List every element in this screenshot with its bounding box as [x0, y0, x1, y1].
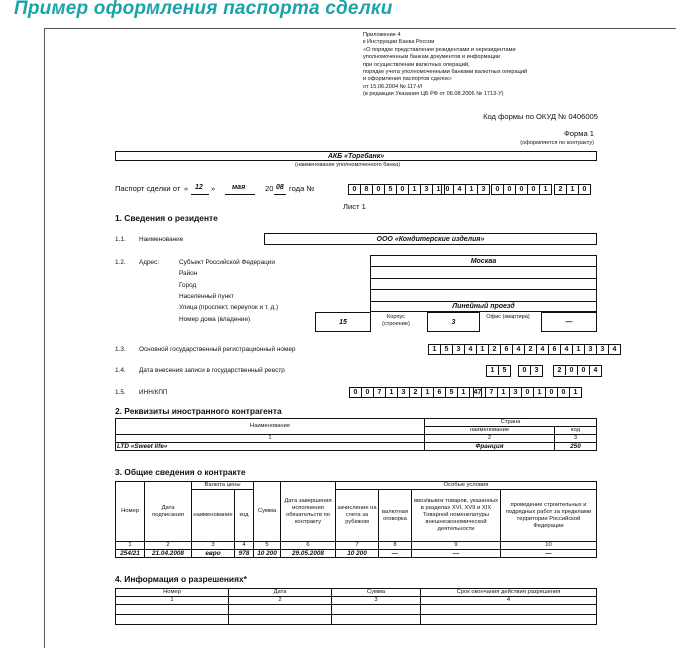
h-permit-number: Номер	[116, 589, 229, 597]
col-number: 1	[116, 597, 229, 605]
digit-cell: 7	[486, 388, 498, 397]
digit-cell: 1	[458, 388, 470, 397]
passport-day: 12	[195, 184, 203, 191]
digit-cell: 3	[534, 367, 539, 374]
digit-cell: 0	[566, 366, 578, 375]
office-label: Офис (квартира)	[486, 314, 530, 320]
col-number: 2	[229, 597, 332, 605]
permits-table	[115, 588, 597, 625]
col-number: 2	[145, 542, 192, 550]
h-sign-date: Дата подписания	[145, 482, 192, 542]
resident-name-value: ООО «Кондитерские изделия»	[264, 233, 597, 245]
contract-currency-code: 978	[235, 550, 254, 558]
contract-sign-date: 21.04.2008	[145, 550, 192, 558]
registry-date-label: Дата внесения записи в государственный реестр	[139, 367, 285, 374]
digit-cell: 0	[350, 388, 362, 397]
h-sp3: ввоз/вывоз товаров, указанных в разделах XVI, XVII и XIX Товарной номенклатуры внешнеэкономической деятельности	[412, 490, 501, 542]
digit-cell: 1	[487, 366, 499, 375]
registry-date-month	[518, 365, 543, 377]
appendix-line: к Инструкции Банка России	[363, 39, 435, 46]
digit-cell: 0	[558, 388, 570, 397]
bank-name: АКБ «Торгбанк»	[115, 151, 597, 161]
counterparty-country: Франция	[425, 443, 555, 451]
passport-digits-c	[491, 184, 552, 195]
appendix-line: при осуществлении валютных операций,	[363, 61, 470, 68]
digit-cell: 0	[362, 388, 374, 397]
digit-cell: 8	[361, 185, 373, 194]
address-locality-value	[371, 290, 596, 301]
ogrn-cells	[428, 344, 621, 355]
contract-sp4: —	[501, 550, 597, 558]
digit-cell: 6	[434, 388, 446, 397]
passport-quote-close: »	[211, 184, 216, 193]
permit-cell	[229, 605, 332, 615]
address-row-subject: Субъект Российской Федерации	[179, 259, 275, 266]
inn-cells	[349, 387, 482, 398]
digit-cell: 0	[516, 185, 528, 194]
digit-cell: 1	[498, 388, 510, 397]
permit-cell	[421, 605, 597, 615]
col-number: 4	[235, 542, 254, 550]
contract-sum: 10 200	[254, 550, 281, 558]
h-permit-sum: Сумма	[332, 589, 421, 597]
item-1-3-number: 1.3.	[115, 346, 126, 353]
digit-cell: 0	[528, 185, 540, 194]
section-2-title: 2. Реквизиты иностранного контрагента	[115, 406, 282, 416]
digit-cell: 4	[513, 345, 525, 354]
digit-cell: 5	[385, 185, 397, 194]
col-country-name-header: наименование	[425, 427, 555, 435]
digit-cell: 0	[373, 185, 385, 194]
col-number: 1	[116, 542, 145, 550]
counterparty-country-code: 250	[554, 443, 596, 451]
appendix-line: Приложение 4	[363, 32, 401, 38]
digit-cell: 4	[593, 367, 598, 374]
section-3-title: 3. Общие сведения о контракте	[115, 467, 246, 477]
permit-cell	[332, 615, 421, 625]
col-number: 3	[332, 597, 421, 605]
address-row-locality: Населенный пункт	[179, 293, 234, 300]
digit-cell: 4	[473, 389, 478, 396]
col-number: 1	[116, 435, 425, 443]
registry-date-year	[553, 365, 602, 377]
h-currency: Валюта цены	[192, 482, 254, 490]
digit-cell: 1	[429, 345, 441, 354]
permit-cell	[229, 615, 332, 625]
item-1-2-number: 1.2.	[115, 259, 126, 266]
h-sp1: зачисление на счета за рубежом	[336, 490, 379, 542]
h-cur-name: наименование	[192, 490, 235, 542]
digit-cell: 0	[519, 366, 531, 375]
digit-cell: 3	[453, 345, 465, 354]
digit-cell: 4	[537, 345, 549, 354]
digit-cell: 4	[454, 185, 466, 194]
appendix-line: (в редакции Указания ЦБ РФ от 06.08.2006 № 1713-У)	[363, 91, 504, 98]
address-fields-box	[370, 255, 597, 312]
digit-cell: 0	[397, 185, 409, 194]
address-label: Адрес:	[139, 259, 160, 266]
appendix-line: уполномоченным банкам документов и информации	[363, 54, 501, 61]
digit-cell: 3	[398, 388, 410, 397]
digit-cell: 6	[501, 345, 513, 354]
col-number: 9	[412, 542, 501, 550]
digit-cell: 5	[441, 345, 453, 354]
digit-cell: 4	[465, 345, 477, 354]
passport-label: Паспорт сделки от	[115, 184, 181, 193]
digit-cell: 2	[410, 388, 422, 397]
address-district-value	[371, 267, 596, 278]
digit-cell: 1	[534, 388, 546, 397]
address-subject-value: Москва	[371, 256, 596, 267]
house-value: 15	[315, 312, 371, 332]
digit-cell: 0	[582, 186, 587, 193]
digit-cell: 1	[466, 185, 478, 194]
col-number: 8	[379, 542, 412, 550]
h-end-date: Дата завершения исполнения обязательств по контракту	[281, 482, 336, 542]
digit-cell: 3	[585, 345, 597, 354]
appendix-line: «О порядке представления резидентами и нерезидентами	[363, 46, 516, 53]
digit-cell: 0	[492, 185, 504, 194]
h-number: Номер	[116, 482, 145, 542]
korpus-label: Корпус (строение)	[382, 314, 410, 328]
h-sp2: валютная оговорка	[379, 490, 412, 542]
digit-cell: 4	[561, 345, 573, 354]
digit-cell: 1	[386, 388, 398, 397]
digit-cell: 1	[436, 186, 441, 193]
digit-cell: 0	[578, 366, 590, 375]
permit-cell	[116, 605, 229, 615]
col-number: 6	[281, 542, 336, 550]
digit-cell: 2	[555, 185, 567, 194]
digit-cell: 3	[510, 388, 522, 397]
digit-cell: 0	[504, 185, 516, 194]
col-country-header: Страна	[425, 419, 597, 427]
appendix-line: от 15.06.2004 № 117-И	[363, 83, 423, 90]
digit-cell: 1	[573, 389, 578, 396]
col-number: 2	[425, 435, 555, 443]
address-row-district: Район	[179, 270, 198, 277]
digit-cell: 0	[546, 388, 558, 397]
h-permit-date: Дата	[229, 589, 332, 597]
inn-kpp-label: ИНН/КПП	[139, 389, 168, 396]
passport-year-prefix: 20	[265, 184, 274, 193]
passport-digits-b	[441, 184, 490, 195]
col-country-code-header: код	[554, 427, 596, 435]
address-row-city: Город	[179, 282, 197, 289]
digit-cell: 2	[525, 345, 537, 354]
passport-form	[44, 28, 676, 648]
contract-sp1: 10 200	[336, 550, 379, 558]
col-number: 3	[554, 435, 596, 443]
digit-cell: 7	[374, 388, 386, 397]
section-4-title: 4. Информация о разрешениях*	[115, 574, 247, 584]
address-row-house: Номер дома (владение)	[179, 316, 251, 323]
digit-cell: 1	[409, 185, 421, 194]
appendix-note	[363, 32, 527, 99]
address-street-value: Линейный проезд	[452, 302, 515, 310]
digit-cell: 3	[421, 185, 433, 194]
ogrn-label: Основной государственный регистрационный номер	[139, 346, 296, 353]
form-number: Форма 1	[564, 129, 594, 138]
contract-end-date: 29.05.2008	[281, 550, 336, 558]
registry-date-day	[486, 365, 511, 377]
digit-cell: 5	[502, 367, 507, 374]
contract-table	[115, 481, 597, 558]
kpp-cells	[473, 387, 582, 398]
bank-caption: (наименование уполномоченного банка)	[295, 162, 401, 168]
digit-cell: 0	[442, 185, 454, 194]
digit-cell: 4	[612, 346, 617, 353]
permit-cell	[116, 615, 229, 625]
col-number: 3	[192, 542, 235, 550]
digit-cell: 6	[549, 345, 561, 354]
h-special: Особые условия	[336, 482, 597, 490]
item-1-1-number: 1.1.	[115, 236, 126, 243]
address-row-street: Улица (проспект, переулок и т. д.)	[179, 304, 279, 311]
digit-cell: 3	[597, 345, 609, 354]
item-1-5-number: 1.5.	[115, 389, 126, 396]
digit-cell: 1	[573, 345, 585, 354]
digit-cell: 0	[349, 185, 361, 194]
digit-cell: 2	[554, 366, 566, 375]
digit-cell: 3	[481, 186, 486, 193]
h-sum: Сумма	[254, 482, 281, 542]
h-permit-expiry: Срок окончания действия разрешения	[421, 589, 597, 597]
permit-cell	[421, 615, 597, 625]
item-1-4-number: 1.4.	[115, 367, 126, 374]
col-number: 7	[336, 542, 379, 550]
form-note: (оформляется по контракту)	[520, 140, 594, 146]
digit-cell: 7	[474, 388, 486, 397]
digit-cell: 0	[522, 388, 534, 397]
digit-cell: 1	[543, 186, 548, 193]
passport-digits-d	[554, 184, 591, 195]
h-cur-code: код	[235, 490, 254, 542]
col-name-header: Наименование	[116, 419, 425, 435]
passport-year-suffix: года №	[289, 184, 315, 193]
col-number: 4	[421, 597, 597, 605]
permit-cell	[332, 605, 421, 615]
counterparty-name: LTD «Sweet life»	[116, 443, 425, 451]
contract-sp3: —	[412, 550, 501, 558]
contract-number: 254/21	[116, 550, 145, 558]
digit-cell: 2	[489, 345, 501, 354]
okud-code: Код формы по ОКУД № 0406005	[483, 112, 598, 121]
section-1-title: 1. Сведения о резиденте	[115, 213, 218, 223]
sheet-label: Лист 1	[343, 202, 366, 211]
office-value: —	[541, 312, 597, 332]
korpus-value: 3	[427, 312, 480, 332]
digit-cell: 1	[567, 185, 579, 194]
passport-digits-a	[348, 184, 445, 195]
contract-currency-name: евро	[192, 550, 235, 558]
digit-cell: 1	[422, 388, 434, 397]
appendix-line: и оформления паспортов сделок»	[363, 76, 452, 83]
col-number: 10	[501, 542, 597, 550]
contract-sp2: —	[379, 550, 412, 558]
page-heading: Пример оформления паспорта сделки	[14, 0, 393, 19]
col-number: 5	[254, 542, 281, 550]
passport-month: мая	[232, 184, 246, 191]
passport-quote-open: «	[184, 184, 189, 193]
resident-name-label: Наименование	[139, 236, 184, 243]
address-city-value	[371, 279, 596, 290]
counterparty-table	[115, 418, 597, 451]
appendix-line: порядке учета уполномоченными банками валютных операций	[363, 69, 528, 76]
digit-cell: 5	[446, 388, 458, 397]
digit-cell: 1	[477, 345, 489, 354]
passport-year: 08	[276, 184, 284, 191]
h-sp4: проведение строительных и подрядных работ за пределами территории Российской Федерации	[501, 490, 597, 542]
